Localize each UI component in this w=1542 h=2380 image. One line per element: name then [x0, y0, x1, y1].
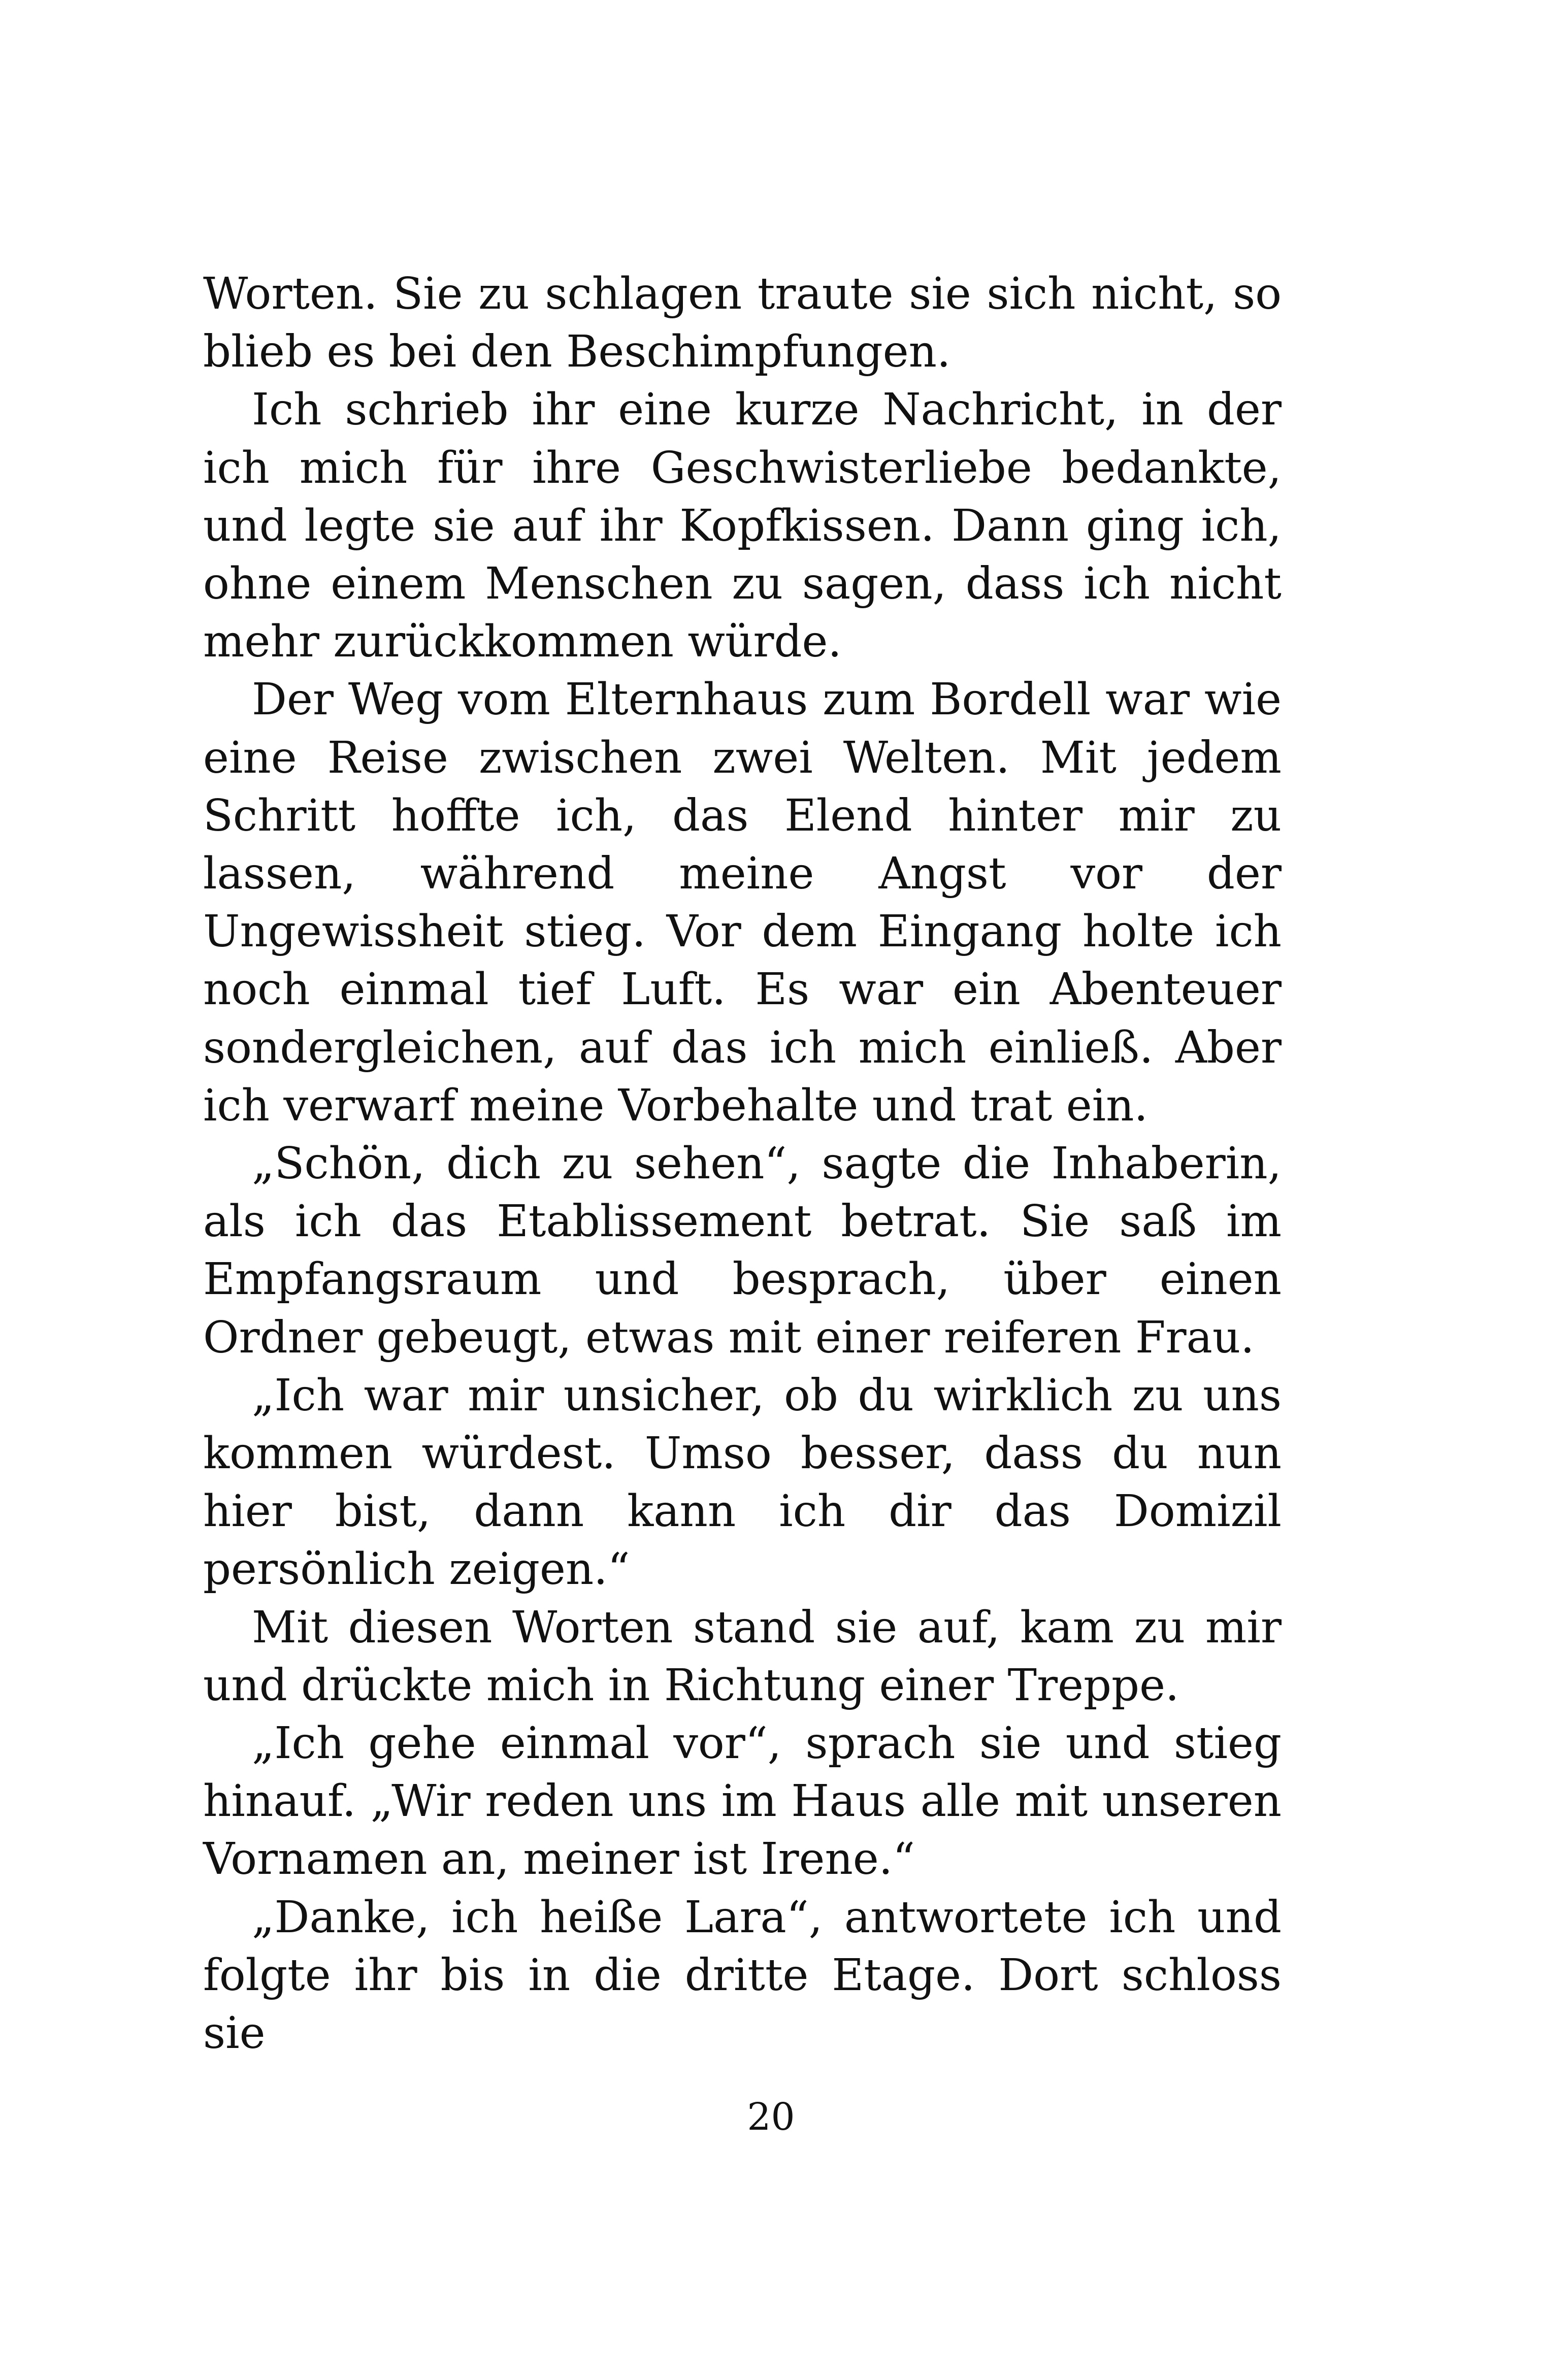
paragraph: „Danke, ich heiße Lara“, antwortete ich und folgte ihr bis in die dritte Etage. Dort schloss sie: [203, 1892, 1282, 2059]
paragraph: „Ich war mir unsicher, ob du wirklich zu uns kommen würdest. Umso besser, dass du nun hier bist, dann kann ich dir das Domizil persönlich zeigen.“: [203, 1370, 1282, 1595]
body-text: [203, 265, 1282, 2062]
paragraph: Der Weg vom Elternhaus zum Bordell war wie eine Reise zwischen zwei Welten. Mit jedem Schritt hoffte ich, das Elend hinter mir zu lassen, während meine Angst vor der Ungewissheit stieg. Vor dem Eingang holte ich noch einmal tief Luft. Es war ein Abenteuer sondergleichen, auf das ich mich einließ. Aber ich verwarf meine Vorbehalte und trat ein.: [203, 674, 1282, 1131]
paragraph: Mit diesen Worten stand sie auf, kam zu mir und drückte mich in Richtung einer Treppe.: [203, 1602, 1282, 1711]
paragraph: Worten. Sie zu schlagen traute sie sich nicht, so blieb es bei den Beschimpfungen.: [203, 269, 1282, 378]
paragraph: Ich schrieb ihr eine kurze Nachricht, in der ich mich für ihre Geschwisterliebe bedankte, und legte sie auf ihr Kopfkissen. Dann ging ich, ohne einem Menschen zu sagen, dass ich nicht mehr zurückkommen würde.: [203, 384, 1282, 668]
page-number: 20: [747, 2095, 795, 2139]
paragraph: „Schön, dich zu sehen“, sagte die Inhaberin, als ich das Etablissement betrat. Sie saß im Empfangsraum und besprach, über einen Ordner gebeugt, etwas mit einer reiferen Frau.: [203, 1138, 1282, 1363]
paragraph: „Ich gehe einmal vor“, sprach sie und stieg hinauf. „Wir reden uns im Haus alle mit unseren Vornamen an, meiner ist Irene.“: [203, 1718, 1282, 1885]
